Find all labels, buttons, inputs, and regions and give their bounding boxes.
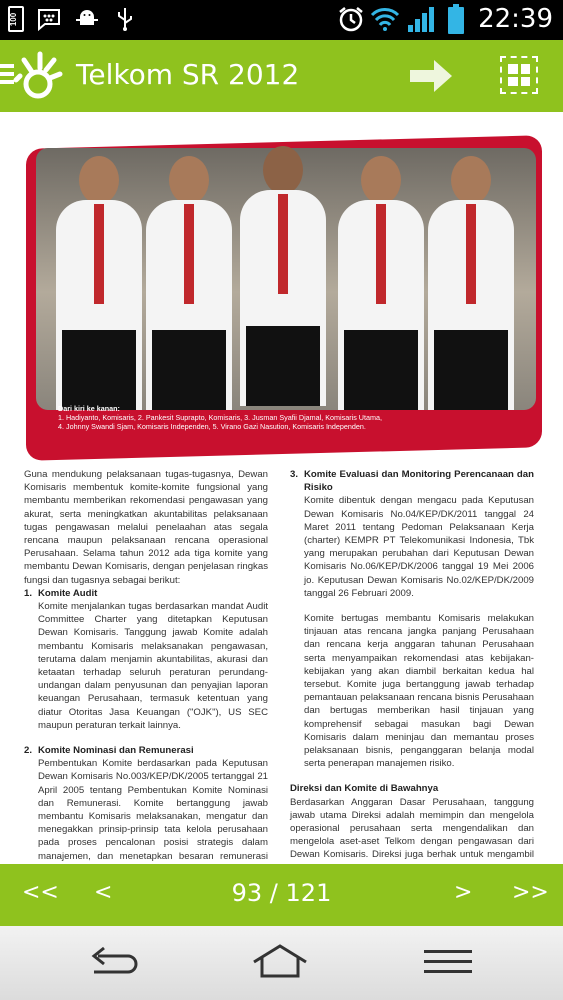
photo-caption: Dari kiri ke kanan: 1. Hadiyanto, Komisaris, 2. Pankesit Suprapto, Komisaris, 3. Jusman Syafii Djamal, Komisaris Utama, 4. Johnny Swandi Sjam, Komisaris Independen, 5. Virano Gazi Nasution, Komisaris Independen. — [58, 404, 382, 431]
grid-view-button[interactable] — [500, 56, 538, 94]
page-indicator: 93 / 121 — [231, 879, 332, 907]
next-page-button[interactable]: > — [454, 880, 473, 905]
section-heading: 2. Komite Nominasi dan Remunerasi — [24, 745, 194, 757]
blackberry-messenger-icon — [36, 6, 62, 32]
last-page-button[interactable]: >> — [512, 880, 549, 905]
section-heading: 1. Komite Audit — [24, 587, 98, 599]
board-photo — [36, 148, 536, 410]
intro-paragraph: Guna mendukung pelaksanaan tugas-tugasnya, Dewan Komisaris membentuk komite-komite fungsional yang membantu memberikan rekomendasi pengawasan yang akurat, serta meningkatkan akuntabilitas pelaksanaan tugas pengawasan melalui penelaahan atas segala rencana maupun pelaksanaan rencana operasional Perusahaan. Selama tahun 2012 ada tiga komite yang membantu Dewan Komisaris, dengan penjelasan ringkas fungsi dan tugasnya sebagai berikut: — [24, 469, 268, 586]
app-title: Telkom SR 2012 — [76, 58, 300, 91]
left-column — [24, 468, 268, 876]
right-column — [290, 468, 534, 875]
forward-arrow-icon — [408, 56, 456, 96]
status-bar — [0, 0, 563, 40]
first-page-button[interactable]: << — [22, 880, 59, 905]
grid-cell-icon — [521, 64, 531, 74]
grid-cell-icon — [521, 77, 531, 87]
person-figure — [56, 156, 142, 410]
home-button[interactable] — [250, 942, 310, 982]
menu-icon — [418, 942, 478, 982]
person-figure — [428, 156, 514, 410]
back-icon — [84, 942, 144, 982]
previous-page-button[interactable]: < — [94, 880, 113, 905]
section-text: Komite dibentuk dengan mengacu pada Keputusan Dewan Komisaris No.04/KEP/DK/2011 tanggal 24 Maret 2011 tentang Pedoman Pelaksanaan Kerja (charter) KEMPR PT Telekomunikasi Indonesia, Tbk yang merupakan perubahan dari Keputusan Dewan Komisaris No.06/KEP/DK/2006 tanggal 19 Mei 2006 jo. Keputusan Dewan Komisaris No.02/KEP/DK/2009 tanggal 26 Februari 2009. — [304, 495, 534, 599]
app-bar — [0, 40, 563, 112]
clock-time: 22:39 — [478, 4, 553, 34]
telkom-logo[interactable] — [0, 46, 70, 106]
alarm-clock-icon — [338, 6, 364, 32]
pager-bar — [0, 864, 563, 926]
usb-icon — [112, 6, 138, 32]
signal-strength-icon — [406, 6, 438, 32]
section-heading: 3. Komite Evaluasi dan Monitoring Perencanaan dan Risiko — [290, 469, 534, 494]
grid-cell-icon — [508, 64, 518, 74]
section-text: Berdasarkan Anggaran Dasar Perusahaan, tanggung jawab utama Direksi adalah memimpin dan mengelola operasional perusahaan serta mengendalikan dan mengelola aset-aset Telkom dengan pengawasan dari Dewan Komisaris. Direksi juga berhak untuk mengambil — [290, 796, 534, 861]
section-text: Komite menjalankan tugas berdasarkan mandat Audit Committee Charter yang ditetapkan Keputusan Dewan Komisaris. Tanggung jawab Komite adalah membantu Komisaris melaksanakan pengawasan, terutama dalam menjamin akuntabilitas, akurasi dan ketaatan terhadap seluruh peraturan perundang-undangan dalam penyusunan dan penyajian laporan keuangan Perusahaan, termasuk ketentuan yang diatur Otoritas Jasa Keuangan ("OJK"), US SEC maupun peraturan terkait lainnya. — [38, 601, 268, 731]
battery-small-icon: 100 — [8, 6, 24, 32]
home-icon — [250, 942, 310, 982]
section-text: Pembentukan Komite berdasarkan pada Keputusan Dewan Komisaris No.003/KEP/DK/2005 tertanggal 21 April 2005 tentang Pembentukan Komite Nominasi dan Remunerasi. Komite bertanggung jawab membantu Komisaris melaksanakan, mengatur dan menegakkan prinsip-prinsip tata kelola perusahaan pada proses pencalonan posisi strategis dalam manajemen, dan menetapkan besaran remunerasi — [38, 758, 268, 862]
grid-cell-icon — [508, 77, 518, 87]
system-nav-bar — [0, 926, 563, 1000]
section-heading: Direksi dan Komite di Bawahnya — [290, 783, 439, 795]
person-figure — [146, 156, 232, 410]
menu-button[interactable] — [418, 942, 478, 982]
wifi-icon — [372, 6, 398, 32]
person-figure — [338, 156, 424, 410]
android-debug-icon — [74, 6, 100, 32]
document-page[interactable] — [0, 112, 563, 864]
person-figure — [240, 146, 326, 406]
battery-icon — [446, 6, 466, 32]
forward-arrow-button[interactable] — [408, 56, 456, 96]
section-text: Komite bertugas membantu Komisaris melakukan tinjauan atas rencana jangka panjang Perusahaan dan rencana kerja anggaran tahunan Perusahaan serta menyampaikan rekomendasi atas kebijakan-kebijakan yang akan diambil berkaitan kedua hal tersebut. Komite juga bertanggung jawab terhadap pemantauan pelaksanaan rencana bisnis Perusahaan dan bertugas memberikan hasil tinjauan yang komprehensif sebagai masukan bagi Dewan Komisaris dalam meninjau dan memantau proses pelaksanaan bisnis, penganggaran belanja modal serta penerapan manajemen risiko. — [304, 613, 534, 770]
back-button[interactable] — [84, 942, 144, 982]
